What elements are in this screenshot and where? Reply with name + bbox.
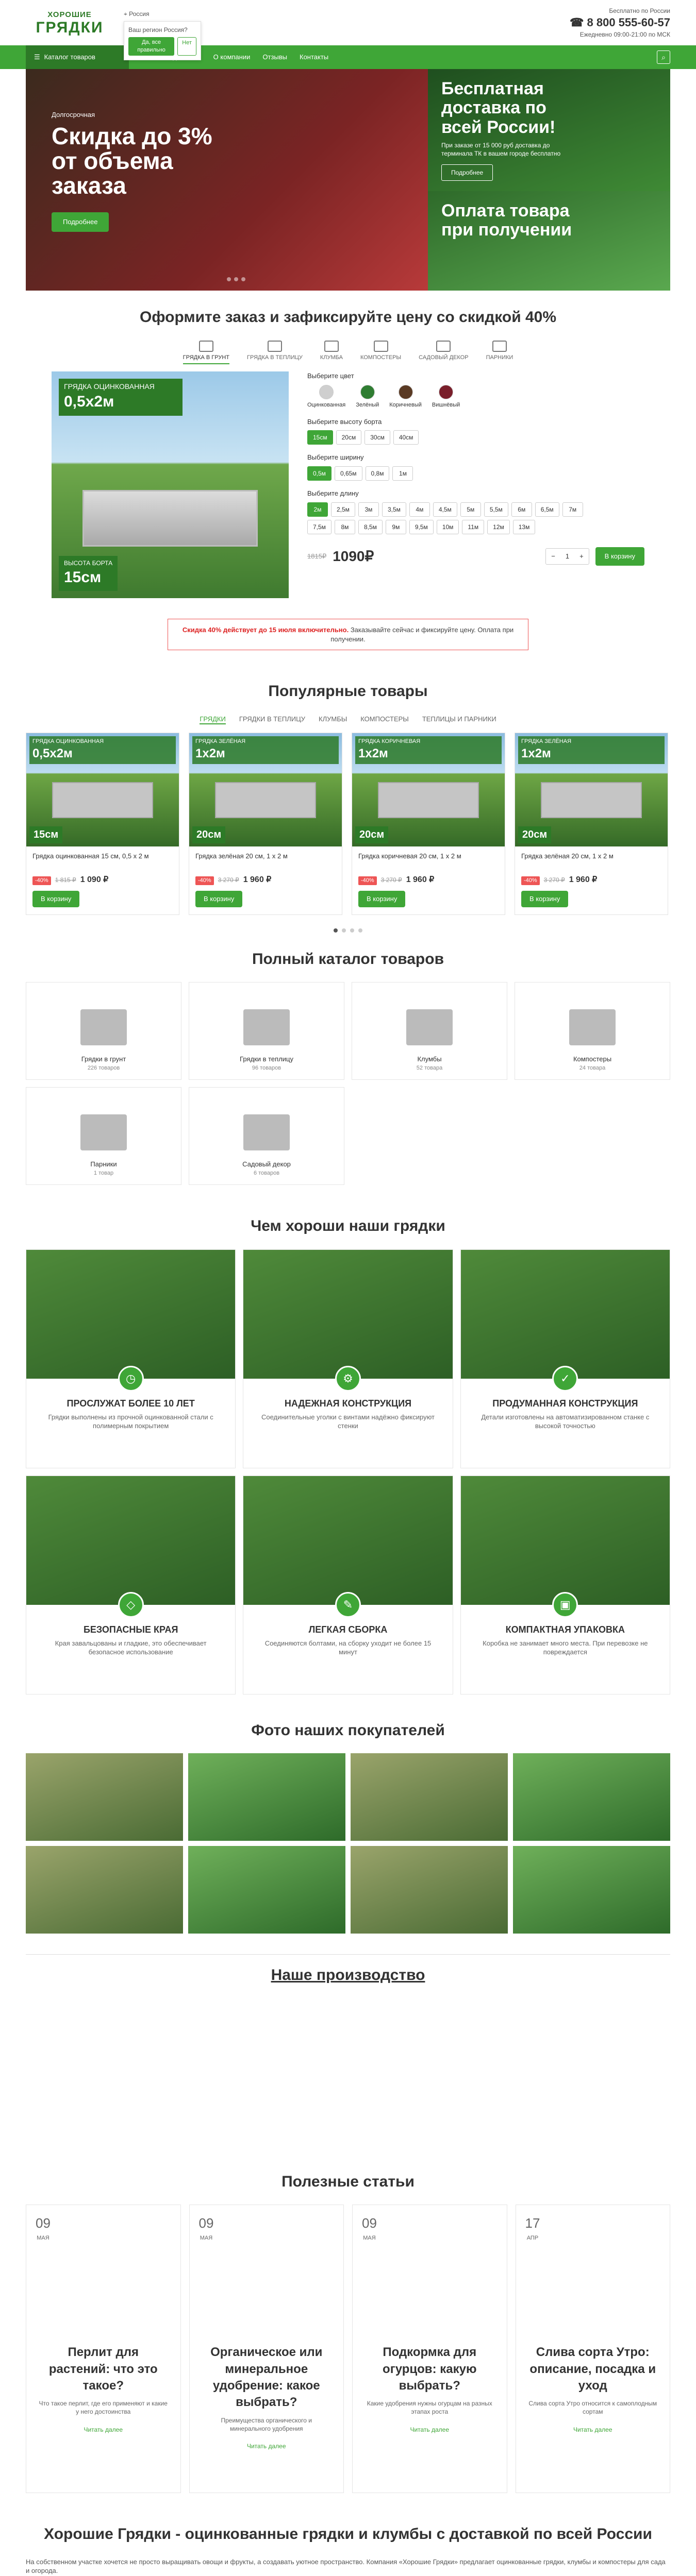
tab-flowerbed[interactable]: КЛУМБА xyxy=(320,341,343,365)
category-count: 52 товара xyxy=(416,1065,443,1072)
tab-greenhouse-beds[interactable]: ГРЯДКИ В ТЕПЛИЦУ xyxy=(239,715,305,723)
product-label xyxy=(29,736,176,764)
product-size: 1x2м xyxy=(358,747,388,761)
seo-intro: На собственном участке хочется не просто выращивать овощи и фрукты, а создавать уютное пространство. Компания «Хорошие Грядки» предлагает оцинкованные грядки, клумбы и компостеры для сада и огорода. xyxy=(26,2557,666,2575)
articles xyxy=(26,2205,670,2493)
feature-text: Грядки выполнены из прочной оцинкованной стали с полимерным покрытием xyxy=(48,1413,213,1430)
category-name: Компостеры xyxy=(573,1055,612,1063)
current-price: 1 960 ₽ xyxy=(243,875,272,885)
add-to-cart-button[interactable]: В корзину xyxy=(32,891,79,907)
feature-image xyxy=(461,1476,670,1605)
product-price xyxy=(26,871,179,889)
article-month: МАЯ xyxy=(37,2235,49,2242)
customer-photo[interactable] xyxy=(351,1753,508,1841)
category-image xyxy=(80,1009,127,1045)
option-chip[interactable]: 30см xyxy=(364,430,390,445)
current-price: 1 960 ₽ xyxy=(406,875,435,885)
old-price: 1815₽ xyxy=(307,552,327,561)
article-card[interactable] xyxy=(352,2205,507,2493)
main-nav xyxy=(0,45,696,69)
read-more-link[interactable]: Читать далее xyxy=(573,2426,612,2433)
feature-card xyxy=(460,1249,670,1468)
nav-item-contacts[interactable]: Контакты xyxy=(300,53,329,61)
header-contacts xyxy=(570,7,670,39)
article-title[interactable]: Перлит для растений: что это такое? xyxy=(48,2345,158,2393)
article-month: МАЯ xyxy=(200,2235,213,2242)
feature-title: ЛЕГКАЯ СБОРКА xyxy=(308,1624,388,1635)
bed-illustration xyxy=(82,490,258,547)
article-text: Слива сорта Утро относится к самоплодным сортам xyxy=(528,2400,657,2416)
bed-icon xyxy=(199,341,213,352)
category-image xyxy=(406,1009,453,1045)
feature-text: Соединяются болтами, на сборку уходит не более 15 минут xyxy=(264,1639,432,1656)
option-chip[interactable]: 0,8м xyxy=(366,466,390,481)
category-count: 24 товара xyxy=(579,1065,606,1072)
composter-icon xyxy=(374,341,388,352)
dot[interactable] xyxy=(358,928,362,933)
product-size: 0,5x2м xyxy=(32,747,73,761)
configurator-options xyxy=(307,371,644,598)
product-cards xyxy=(26,733,670,914)
promo-more-button[interactable]: Подробнее xyxy=(441,164,493,181)
features-title: Чем хороши наши грядки xyxy=(251,1217,445,1235)
feature-text: Соединительные уголки с винтами надёжно фиксируют стенки xyxy=(261,1413,435,1430)
option-chip[interactable]: 4м xyxy=(409,502,430,517)
clock-icon: ◷ xyxy=(118,1366,144,1392)
hotbed-icon xyxy=(492,341,507,352)
color-swatch[interactable]: Зелёный xyxy=(356,385,379,409)
feature-card xyxy=(460,1476,670,1694)
phone-icon: ☎ xyxy=(570,16,587,29)
feature-text: Детали изготовлены на автоматизированном станке с высокой точностью xyxy=(481,1413,650,1430)
article-date xyxy=(199,2214,214,2242)
quantity-value[interactable]: 1 xyxy=(565,552,570,561)
product-size: 1x2м xyxy=(195,747,225,761)
hero-title: Скидка до 3% от объема заказа xyxy=(52,122,212,199)
option-chip[interactable]: 9,5м xyxy=(409,520,434,534)
flowerbed-icon xyxy=(324,341,339,352)
catalog-item[interactable] xyxy=(26,982,181,1080)
current-price: 1 960 ₽ xyxy=(569,875,598,885)
discount-badge: -40% xyxy=(32,876,51,885)
color-swatches xyxy=(307,385,644,409)
dot[interactable] xyxy=(350,928,354,933)
article-date xyxy=(362,2214,377,2242)
product-card[interactable] xyxy=(515,733,668,914)
height-options xyxy=(307,430,596,445)
add-to-cart-button[interactable]: В корзину xyxy=(195,891,242,907)
article-text: Какие удобрения нужны огурцам на разных этапах роста xyxy=(367,2400,492,2416)
catalog-button[interactable]: ☰ Каталог товаров xyxy=(26,45,129,69)
category-name: Грядки в грунт xyxy=(81,1055,126,1063)
category-name: Парники xyxy=(90,1160,117,1168)
tab-beds[interactable]: ГРЯДКИ xyxy=(200,715,226,725)
old-price: 3 270 ₽ xyxy=(218,876,239,884)
popular-tabs xyxy=(0,715,696,725)
article-title[interactable]: Органическое или минеральное удобрение: какое выбрать? xyxy=(210,2345,323,2410)
product-image xyxy=(52,371,289,598)
current-price: 1 090 ₽ xyxy=(80,875,109,885)
contacts-label: Бесплатно по России xyxy=(609,7,670,14)
option-chip[interactable]: 10м xyxy=(437,520,459,534)
product-price xyxy=(515,871,668,889)
article-day: 17 xyxy=(525,2215,540,2231)
top-bar xyxy=(0,0,696,53)
feature-text: Коробка не занимает много места. При перевозке не повреждается xyxy=(483,1639,648,1656)
feature-title: НАДЕЖНАЯ КОНСТРУКЦИЯ xyxy=(284,1398,412,1409)
product-card[interactable] xyxy=(189,733,342,914)
box-icon: ▣ xyxy=(552,1592,578,1618)
option-chip[interactable]: 6,5м xyxy=(535,502,559,517)
feature-card xyxy=(26,1249,236,1468)
bed-illustration xyxy=(541,782,642,818)
city-selector[interactable] xyxy=(124,10,192,53)
bed-illustration xyxy=(215,782,316,818)
length-title: Выберите длину xyxy=(307,489,359,498)
article-card[interactable] xyxy=(189,2205,344,2493)
category-image xyxy=(569,1009,616,1045)
article-title[interactable]: Слива сорта Утро: описание, посадка и уход xyxy=(529,2345,656,2393)
production xyxy=(26,1954,670,2161)
option-chip[interactable]: 4,5м xyxy=(433,502,457,517)
catalog-title: Полный каталог товаров xyxy=(252,950,444,968)
production-title: Наше производство xyxy=(271,1967,425,1984)
category-name: Грядки в теплицу xyxy=(240,1055,293,1063)
city-question: Ваш регион Россия? xyxy=(128,26,188,33)
city-yes-button[interactable]: Да, все правильно xyxy=(128,37,174,56)
city-name: Россия xyxy=(129,10,150,18)
product-card[interactable] xyxy=(26,733,179,914)
color-swatch[interactable]: Вишнёвый xyxy=(432,385,460,409)
catalog-item[interactable] xyxy=(189,1087,344,1185)
category-image xyxy=(80,1114,127,1150)
customer-photo[interactable] xyxy=(188,1753,345,1841)
product-label xyxy=(518,736,665,764)
configurator-title: Оформите заказ и зафиксируйте цену со скидкой 40% xyxy=(139,309,557,326)
tab-composters[interactable]: КОМПОСТЕРЫ xyxy=(360,715,409,723)
product-name[interactable]: Грядка коричневая 20 см, 1 х 2 м xyxy=(358,852,461,860)
product-height: 20см xyxy=(518,826,551,843)
option-chip[interactable]: 7,5м xyxy=(307,520,332,534)
add-to-cart-button[interactable]: В корзину xyxy=(358,891,405,907)
popular-title: Популярные товары xyxy=(268,683,428,700)
feature-card xyxy=(243,1476,453,1694)
feature-image xyxy=(243,1476,452,1605)
product-image xyxy=(189,733,342,846)
article-text: Преимущества органического и минерального удобрения xyxy=(221,2416,312,2432)
article-day: 09 xyxy=(198,2215,214,2231)
tab-ground[interactable]: ГРЯДКА В ГРУНТ xyxy=(183,341,229,365)
option-chip[interactable]: 1м xyxy=(392,466,413,481)
article-date xyxy=(525,2214,540,2242)
length-options xyxy=(307,502,596,534)
tab-composter[interactable]: КОМПОСТЕРЫ xyxy=(360,341,401,365)
article-date xyxy=(36,2214,51,2242)
quantity-stepper[interactable] xyxy=(545,548,589,565)
feature-title: БЕЗОПАСНЫЕ КРАЯ xyxy=(83,1624,178,1635)
feature-text: Края завальцованы и гладкие, это обеспечивает безопасное использование xyxy=(55,1639,207,1656)
catalog-grid xyxy=(26,982,670,1185)
feature-title: КОМПАКТНАЯ УПАКОВКА xyxy=(505,1624,625,1635)
discount-badge: -40% xyxy=(358,876,377,885)
option-chip[interactable]: 2,5м xyxy=(331,502,355,517)
article-month: МАЯ xyxy=(363,2235,376,2242)
product-label-text: ГРЯДКА ОЦИНКОВАННАЯ xyxy=(32,738,104,745)
minus-button[interactable]: − xyxy=(551,552,555,561)
feature-title: ПРОДУМАННАЯ КОНСТРУКЦИЯ xyxy=(492,1398,638,1409)
product-name[interactable]: Грядка зелёная 20 см, 1 х 2 м xyxy=(195,852,288,860)
category-count: 226 товаров xyxy=(87,1065,120,1072)
product-card[interactable] xyxy=(352,733,505,914)
customer-photo[interactable] xyxy=(26,1846,183,1934)
discount-notice: Скидка 40% действует до 15 июля включительно. Заказывайте сейчас и фиксируйте цену. Оплата при получении. xyxy=(168,619,528,650)
dot[interactable] xyxy=(241,277,245,281)
dot[interactable] xyxy=(334,928,338,933)
customer-photo[interactable] xyxy=(188,1846,345,1934)
tab-greenhouse[interactable]: ГРЯДКА В ТЕПЛИЦУ xyxy=(247,341,303,365)
article-card[interactable] xyxy=(516,2205,671,2493)
product-price xyxy=(352,871,505,889)
feature-image xyxy=(243,1250,452,1379)
option-chip[interactable]: 8м xyxy=(335,520,355,534)
tab-flowerbeds[interactable]: КЛУМБЫ xyxy=(319,715,347,723)
dot[interactable] xyxy=(234,277,238,281)
greenhouse-icon xyxy=(268,341,282,352)
category-name: Садовый декор xyxy=(242,1160,291,1168)
option-chip[interactable]: 15см xyxy=(307,430,333,445)
search-icon[interactable]: ⌕ xyxy=(657,50,670,64)
product-price xyxy=(189,871,342,889)
category-image xyxy=(243,1114,290,1150)
feature-card xyxy=(243,1249,453,1468)
product-label-text: ГРЯДКА ЗЕЛЁНАЯ xyxy=(195,738,246,745)
read-more-link[interactable]: Читать далее xyxy=(246,2443,286,2450)
product-label xyxy=(192,736,339,764)
option-chip[interactable]: 3м xyxy=(358,502,379,517)
catalog-item[interactable] xyxy=(26,1087,181,1185)
read-more-link[interactable]: Читать далее xyxy=(410,2426,450,2433)
product-label xyxy=(355,736,502,764)
header-actions xyxy=(657,45,670,69)
option-chip[interactable]: 2м xyxy=(307,502,328,517)
feature-card xyxy=(26,1476,236,1694)
product-label-text: ГРЯДКА ЗЕЛЁНАЯ xyxy=(521,738,572,745)
product-name[interactable]: Грядка оцинкованная 15 см, 0,5 х 2 м xyxy=(32,852,149,860)
city-popup xyxy=(124,21,201,60)
city-no-button[interactable]: Нет xyxy=(177,37,196,56)
bed-illustration xyxy=(378,782,479,818)
catalog-item[interactable] xyxy=(189,982,344,1080)
price-row xyxy=(307,547,644,566)
category-name: Клумбы xyxy=(417,1055,442,1063)
diamond-icon: ◇ xyxy=(118,1592,144,1618)
old-price: 1 815 ₽ xyxy=(55,876,76,884)
feature-image xyxy=(26,1476,235,1605)
discount-badge: -40% xyxy=(521,876,540,885)
option-chip[interactable]: 11м xyxy=(462,520,484,534)
customer-photo[interactable] xyxy=(513,1753,670,1841)
production-video[interactable] xyxy=(26,1986,670,2161)
promo-delivery[interactable]: Бесплатная доставка по всей России! При заказе от 15 000 руб доставка до терминала ТК в вашем городе бесплатно Подробнее xyxy=(428,69,670,191)
image-label: ГРЯДКА ОЦИНКОВАННАЯ 0,5x2м xyxy=(59,379,183,415)
tool-icon: ✎ xyxy=(335,1592,361,1618)
product-image xyxy=(352,733,505,846)
location-icon: ⌖ xyxy=(124,10,127,18)
option-chip[interactable]: 7м xyxy=(562,502,583,517)
phone-link[interactable]: ☎ 8 800 555-60-57 xyxy=(570,16,670,29)
article-day: 09 xyxy=(36,2215,51,2231)
option-chip[interactable]: 6м xyxy=(511,502,532,517)
logo[interactable]: ХОРОШИЕ ГРЯДКИ xyxy=(36,10,104,37)
hero-dots xyxy=(227,277,245,281)
customer-photo[interactable] xyxy=(513,1846,670,1934)
option-chip[interactable]: 5м xyxy=(460,502,481,517)
nav-item-reviews[interactable]: Отзывы xyxy=(262,53,287,61)
product-name[interactable]: Грядка зелёная 20 см, 1 х 2 м xyxy=(521,852,614,860)
customer-photo[interactable] xyxy=(26,1753,183,1841)
plus-button[interactable]: + xyxy=(579,552,584,561)
product-height: 20см xyxy=(192,826,225,843)
category-image xyxy=(243,1009,290,1045)
discount-badge: -40% xyxy=(195,876,214,885)
photos-title: Фото наших покупателей xyxy=(251,1721,445,1739)
promo-payment[interactable]: Оплата товара при получении xyxy=(428,191,670,291)
image-height: ВЫСОТА БОРТА 15см xyxy=(59,556,118,591)
feature-title: ПРОСЛУЖАТ БОЛЕЕ 10 ЛЕТ xyxy=(67,1398,195,1409)
height-title: Выберите высоту борта xyxy=(307,417,382,426)
configurator-tabs xyxy=(0,341,696,365)
old-price: 3 270 ₽ xyxy=(380,876,402,884)
color-title: Выберите цвет xyxy=(307,372,354,380)
width-title: Выберите ширину xyxy=(307,453,364,462)
article-text: Что такое перлит, где его применяют и какие у него достоинства xyxy=(39,2400,168,2416)
tab-hotbed[interactable]: ПАРНИКИ xyxy=(486,341,513,365)
tab-greenhouses[interactable]: ТЕПЛИЦЫ И ПАРНИКИ xyxy=(422,715,496,723)
customer-photos xyxy=(26,1753,670,1934)
product-height: 20см xyxy=(355,826,388,843)
category-count: 96 товаров xyxy=(252,1065,281,1072)
product-size: 1x2м xyxy=(521,747,551,761)
option-chip[interactable]: 8,5м xyxy=(358,520,383,534)
tab-decor[interactable]: САДОВЫЙ ДЕКОР xyxy=(419,341,468,365)
carousel-dots xyxy=(0,928,696,933)
seo-text xyxy=(26,2524,670,2576)
gear-icon: ⚙ xyxy=(335,1366,361,1392)
feature-image xyxy=(461,1250,670,1379)
dot[interactable] xyxy=(342,928,346,933)
articles-title: Полезные статьи xyxy=(281,2173,415,2190)
hero-tag: Долгосрочная xyxy=(52,111,95,118)
width-options xyxy=(307,466,596,481)
seo-title: Хорошие Грядки - оцинкованные грядки и клумбы с доставкой по всей России xyxy=(44,2526,652,2543)
product-image xyxy=(26,733,179,846)
features-grid xyxy=(26,1249,670,1694)
article-title[interactable]: Подкормка для огурцов: какую выбрать? xyxy=(383,2345,477,2393)
category-count: 6 товаров xyxy=(253,1170,280,1177)
option-chip[interactable]: 0,65м xyxy=(335,466,362,481)
option-chip[interactable]: 40см xyxy=(393,430,419,445)
catalog-item[interactable] xyxy=(352,982,507,1080)
option-chip[interactable]: 20см xyxy=(336,430,362,445)
hero xyxy=(0,69,696,291)
option-chip[interactable]: 13м xyxy=(513,520,536,534)
read-more-link[interactable]: Читать далее xyxy=(84,2426,123,2433)
color-swatch[interactable]: Оцинкованная xyxy=(307,385,345,409)
customer-photo[interactable] xyxy=(351,1846,508,1934)
hero-more-button[interactable]: Подробнее xyxy=(52,212,109,232)
old-price: 3 270 ₽ xyxy=(543,876,565,884)
option-chip[interactable]: 12м xyxy=(487,520,510,534)
article-card[interactable] xyxy=(26,2205,181,2493)
hero-side xyxy=(428,69,670,291)
catalog-item[interactable] xyxy=(515,982,670,1080)
option-chip[interactable]: 9м xyxy=(386,520,406,534)
current-price: 1090₽ xyxy=(333,548,374,565)
option-chip[interactable]: 5,5м xyxy=(484,502,508,517)
add-to-cart-button[interactable]: В корзину xyxy=(595,547,644,566)
product-label-text: ГРЯДКА КОРИЧНЕВАЯ xyxy=(358,738,421,745)
color-swatch[interactable]: Коричневый xyxy=(389,385,422,409)
category-count: 1 товар xyxy=(93,1170,114,1177)
bed-illustration xyxy=(52,782,153,818)
article-month: АПР xyxy=(526,2235,539,2242)
article-day: 09 xyxy=(362,2215,377,2231)
check-icon: ✓ xyxy=(552,1366,578,1392)
menu-icon: ☰ xyxy=(34,53,40,61)
option-chip[interactable]: 0,5м xyxy=(307,466,332,481)
product-height: 15см xyxy=(29,826,62,843)
feature-image xyxy=(26,1250,235,1379)
option-chip[interactable]: 3,5м xyxy=(382,502,406,517)
dot[interactable] xyxy=(227,277,231,281)
configurator xyxy=(52,371,644,598)
work-hours: Ежедневно 09:00-21:00 по МСК xyxy=(579,30,670,38)
product-image xyxy=(515,733,668,846)
add-to-cart-button[interactable]: В корзину xyxy=(521,891,568,907)
hero-slide xyxy=(26,69,428,291)
nav-item-about[interactable]: О компании xyxy=(213,53,251,61)
decor-icon xyxy=(436,341,451,352)
